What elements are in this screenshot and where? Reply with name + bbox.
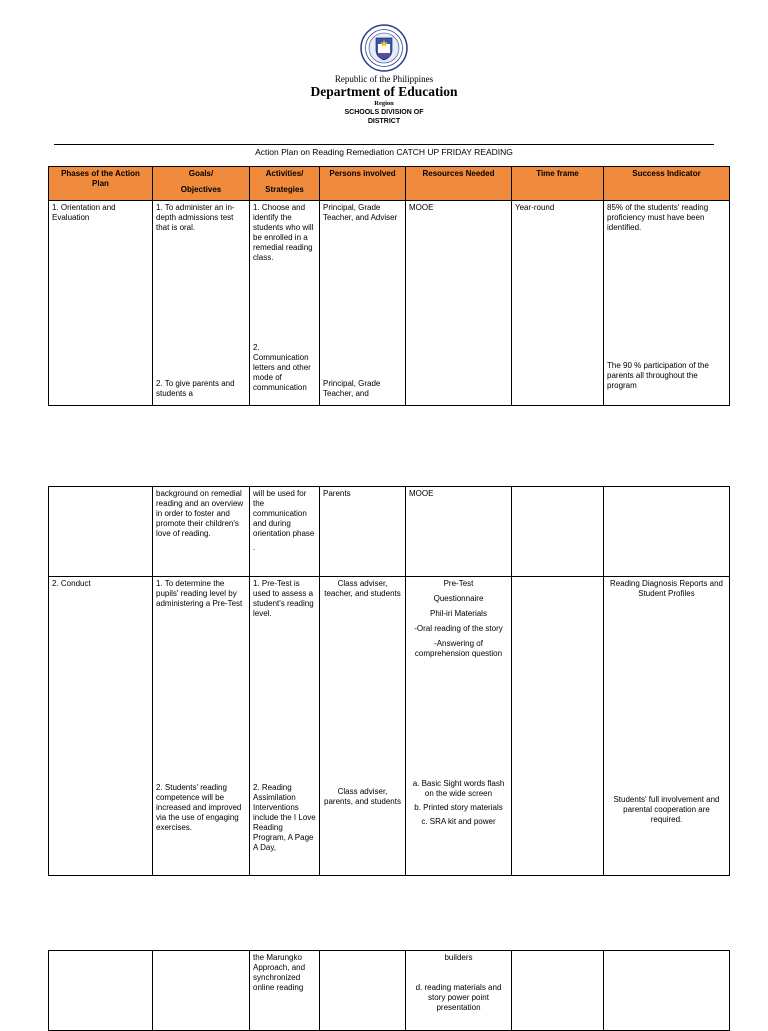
cell-persons: Principal, Grade Teacher, and Adviser Principal, Grade Teacher, and — [320, 201, 406, 406]
cell-timeframe: Year-round — [512, 201, 604, 406]
cell-success: Reading Diagnosis Reports and Student Profiles Students' full involvement and parental cooperation are required. — [604, 577, 730, 876]
header-timeframe: Time frame — [512, 167, 604, 201]
cell-persons: Class adviser, teacher, and students Class adviser, parents, and students — [320, 577, 406, 876]
cell-goals: 1. To administer an in-depth admissions test that is oral. 2. To give parents and students a — [153, 201, 250, 406]
cell-activities: 1. Pre-Test is used to assess a student's reading level. 2. Reading Assimilation Interventions include the I Love Reading Program, A Page A Day, — [250, 577, 320, 876]
action-plan-table-part-1 — [48, 166, 730, 406]
cell-phase — [49, 951, 153, 1031]
cell-timeframe — [512, 951, 604, 1031]
cell-success: 85% of the students' reading proficiency must have been identified. The 90 % participation of the parents all throughout the program — [604, 201, 730, 406]
cell-timeframe — [512, 577, 604, 876]
cell-activities: will be used for the communication and during orientation phase . — [250, 487, 320, 577]
table-header-row — [49, 167, 730, 201]
table-row — [49, 201, 730, 406]
header-success: Success Indicator — [604, 167, 730, 201]
header-persons: Persons involved — [320, 167, 406, 201]
cell-timeframe — [512, 487, 604, 577]
cell-success — [604, 487, 730, 577]
cell-phase: 1. Orientation and Evaluation — [49, 201, 153, 406]
region-line: Region — [374, 100, 394, 107]
table-row — [49, 487, 730, 577]
cell-persons — [320, 951, 406, 1031]
header-phases: Phases of the Action Plan — [49, 167, 153, 201]
cell-activities: 1. Choose and identify the students who will be enrolled in a remedial reading class. 2. Communication letters and other mode of communication — [250, 201, 320, 406]
cell-resources: MOOE — [406, 201, 512, 406]
cell-phase: 2. Conduct — [49, 577, 153, 876]
cell-goals — [153, 951, 250, 1031]
district-line: DISTRICT — [367, 118, 401, 125]
header-goals: Goals/ Objectives — [153, 167, 250, 201]
cell-goals: background on remedial reading and an overview in order to foster and promote their children's love of reading. — [153, 487, 250, 577]
cell-goals: 1. To determine the pupils' reading level by administering a Pre-Test 2. Students' reading competence will be increased and improved via the use of engaging exercises. — [153, 577, 250, 876]
republic-line: Republic of the Philippines — [334, 74, 434, 84]
cell-success — [604, 951, 730, 1031]
table-row — [49, 577, 730, 876]
cell-activities: the Marungko Approach, and synchronized online reading — [250, 951, 320, 1031]
action-plan-table-part-2 — [48, 486, 730, 876]
letterhead — [0, 24, 768, 126]
document-title: Action Plan on Reading Remediation CATCH UP FRIDAY READING — [255, 147, 513, 157]
header-activities: Activities/ Strategies — [250, 167, 320, 201]
cell-resources: MOOE — [406, 487, 512, 577]
table-row — [49, 951, 730, 1031]
cell-resources: builders d. reading materials and story power point presentation — [406, 951, 512, 1031]
header-resources: Resources Needed — [406, 167, 512, 201]
department-name: Department of Education — [310, 84, 458, 99]
division-line: SCHOOLS DIVISION OF — [344, 109, 424, 116]
header-divider — [54, 144, 714, 145]
deped-seal-icon — [360, 24, 408, 72]
cell-phase — [49, 487, 153, 577]
action-plan-table-part-3 — [48, 950, 730, 1031]
cell-persons: Parents — [320, 487, 406, 577]
cell-resources: Pre-Test Questionnaire Phil-iri Materials -Oral reading of the story -Answering of comprehension question a. Basic Sight words flash on the wide screen b. Printed story materials c. SRA kit and power — [406, 577, 512, 876]
